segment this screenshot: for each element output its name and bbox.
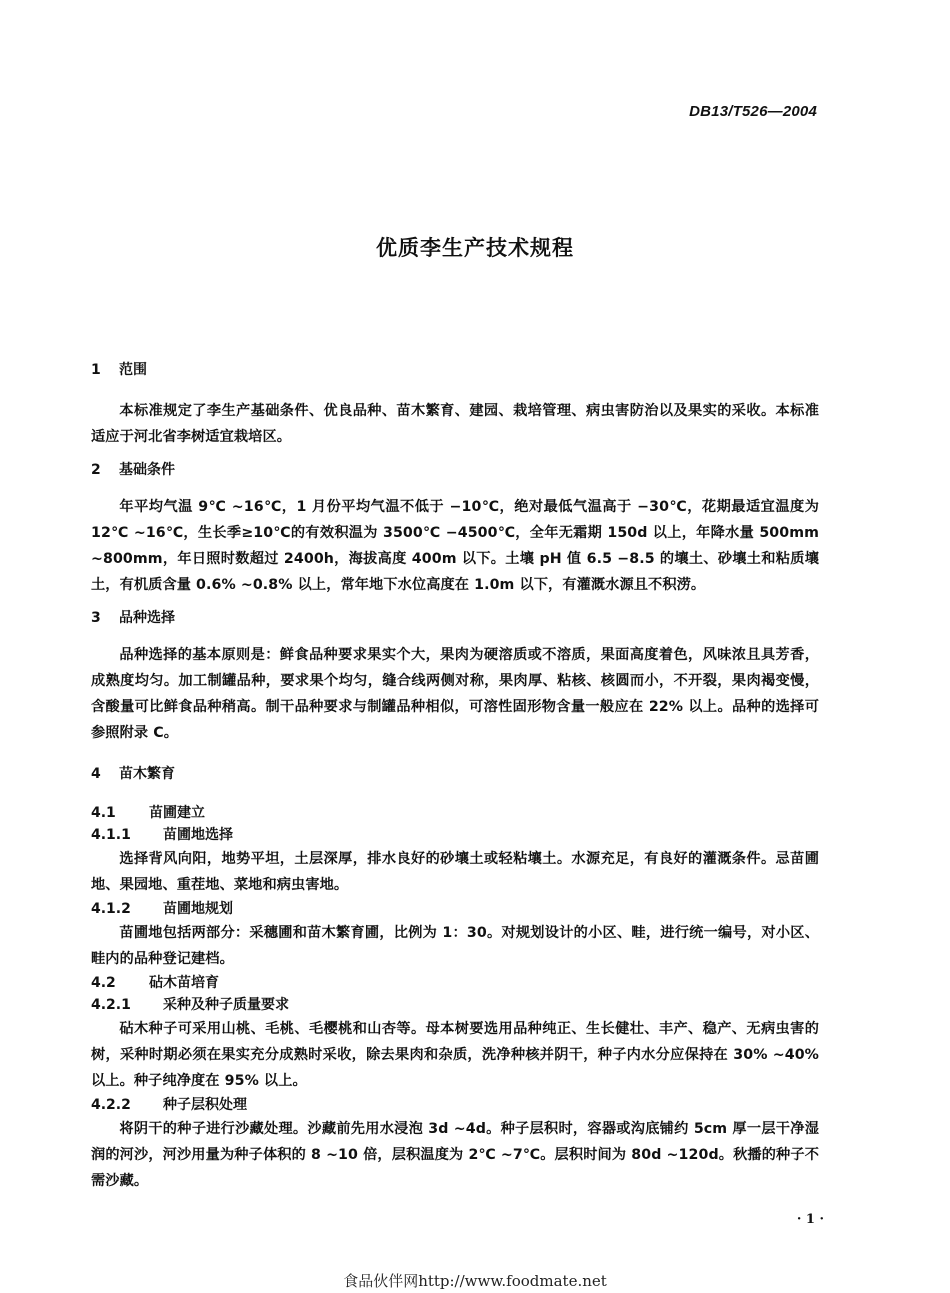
subsection-4-2-heading bbox=[91, 972, 819, 994]
subsection-title: 苗圃建立 bbox=[149, 805, 205, 821]
section-2-paragraph: 年平均气温 9℃ ~16℃，1 月份平均气温不低于 −10℃，绝对最低气温高于 −30℃，花期最适宜温度为 12℃ ~16℃，生长季≥10℃的有效积温为 3500℃ −4500℃，全年无霜期 150d 以上，年降水量 500mm ~800mm，年日照时数超过 2400h，海拔高度 400m 以下。土壤 pH 值 6.5 −8.5 的壤土、砂壤土和粘质壤土，有机质含量 0.6% ~0.8% 以上，常年地下水位高度在 1.0m 以下，有灌溉水源且不积涝。 bbox=[91, 499, 819, 593]
section-title: 苗木繁育 bbox=[119, 766, 175, 782]
section-3-paragraph: 品种选择的基本原则是：鲜食品种要求果实个大，果肉为硬溶质或不溶质，果面高度着色，风味浓且具芳香，成熟度均匀。加工制罐品种，要求果个均匀，缝合线两侧对称，果肉厚、粘核、核圆而小，不开裂，果肉褐变慢，含酸量可比鲜食品种稍高。制干品种要求与制罐品种相似，可溶性固形物含量一般应在 22% 以上。品种的选择可参照附录 C。 bbox=[91, 647, 819, 741]
subsection-4-1-2-heading bbox=[91, 898, 819, 920]
subsection-4-1-2-paragraph: 苗圃地包括两部分：采穗圃和苗木繁育圃，比例为 1：30。对规划设计的小区、畦，进行统一编号，对小区、畦内的品种登记建档。 bbox=[91, 925, 819, 967]
document-code: DB13/T526—2004 bbox=[689, 103, 817, 120]
subsection-title: 采种及种子质量要求 bbox=[163, 997, 289, 1013]
section-title: 范围 bbox=[119, 362, 147, 378]
section-number: 1 bbox=[91, 362, 101, 378]
page-number: · 1 · bbox=[796, 1212, 824, 1227]
section-3-heading bbox=[91, 608, 819, 628]
section-number: 2 bbox=[91, 462, 101, 478]
section-1-paragraph: 本标准规定了李生产基础条件、优良品种、苗木繁育、建园、栽培管理、病虫害防治以及果实的采收。本标准适应于河北省李树适宜栽培区。 bbox=[91, 403, 819, 445]
subsection-number: 4.2 bbox=[91, 975, 116, 991]
subsection-4-1-1-paragraph: 选择背风向阳，地势平坦，土层深厚，排水良好的砂壤土或轻粘壤土。水源充足，有良好的灌溉条件。忌苗圃地、果园地、重茬地、菜地和病虫害地。 bbox=[91, 851, 819, 893]
subsection-title: 种子层积处理 bbox=[163, 1097, 247, 1113]
subsection-4-2-2-paragraph: 将阴干的种子进行沙藏处理。沙藏前先用水浸泡 3d ~4d。种子层积时，容器或沟底铺约 5cm 厚一层干净湿润的河沙，河沙用量为种子体积的 8 ~10 倍，层积温度为 2℃ ~7℃。层积时间为 80d ~120d。秋播的种子不需沙藏。 bbox=[91, 1121, 819, 1189]
subsection-number: 4.2.1 bbox=[91, 997, 131, 1013]
subsection-number: 4.1.2 bbox=[91, 901, 131, 917]
section-number: 3 bbox=[91, 610, 101, 626]
subsection-4-2-1-paragraph: 砧木种子可采用山桃、毛桃、毛樱桃和山杏等。母本树要选用品种纯正、生长健壮、丰产、稳产、无病虫害的树，采种时期必须在果实充分成熟时采收，除去果肉和杂质，洗净种核并阴干，种子内水分应保持在 30% ~40% 以上。种子纯净度在 95% 以上。 bbox=[91, 1021, 819, 1089]
subsection-4-2-2-heading bbox=[91, 1094, 819, 1116]
subsection-title: 砧木苗培育 bbox=[149, 975, 219, 991]
document-title: 优质李生产技术规程 bbox=[376, 236, 574, 260]
subsection-title: 苗圃地选择 bbox=[163, 827, 233, 843]
subsection-number: 4.1.1 bbox=[91, 827, 131, 843]
subsection-number: 4.1 bbox=[91, 805, 116, 821]
document-body bbox=[91, 360, 819, 1194]
subsection-number: 4.2.2 bbox=[91, 1097, 131, 1113]
subsection-4-1-1-heading bbox=[91, 824, 819, 846]
subsection-4-1-heading bbox=[91, 802, 819, 824]
subsection-title: 苗圃地规划 bbox=[163, 901, 233, 917]
subsection-4-2-1-heading bbox=[91, 994, 819, 1016]
footer-watermark: 食品伙伴网http://www.foodmate.net bbox=[343, 1272, 607, 1290]
section-1-heading bbox=[91, 360, 819, 380]
section-4-heading bbox=[91, 764, 819, 784]
section-2-heading bbox=[91, 460, 819, 480]
section-title: 品种选择 bbox=[119, 610, 175, 626]
section-number: 4 bbox=[91, 766, 101, 782]
section-title: 基础条件 bbox=[119, 462, 175, 478]
